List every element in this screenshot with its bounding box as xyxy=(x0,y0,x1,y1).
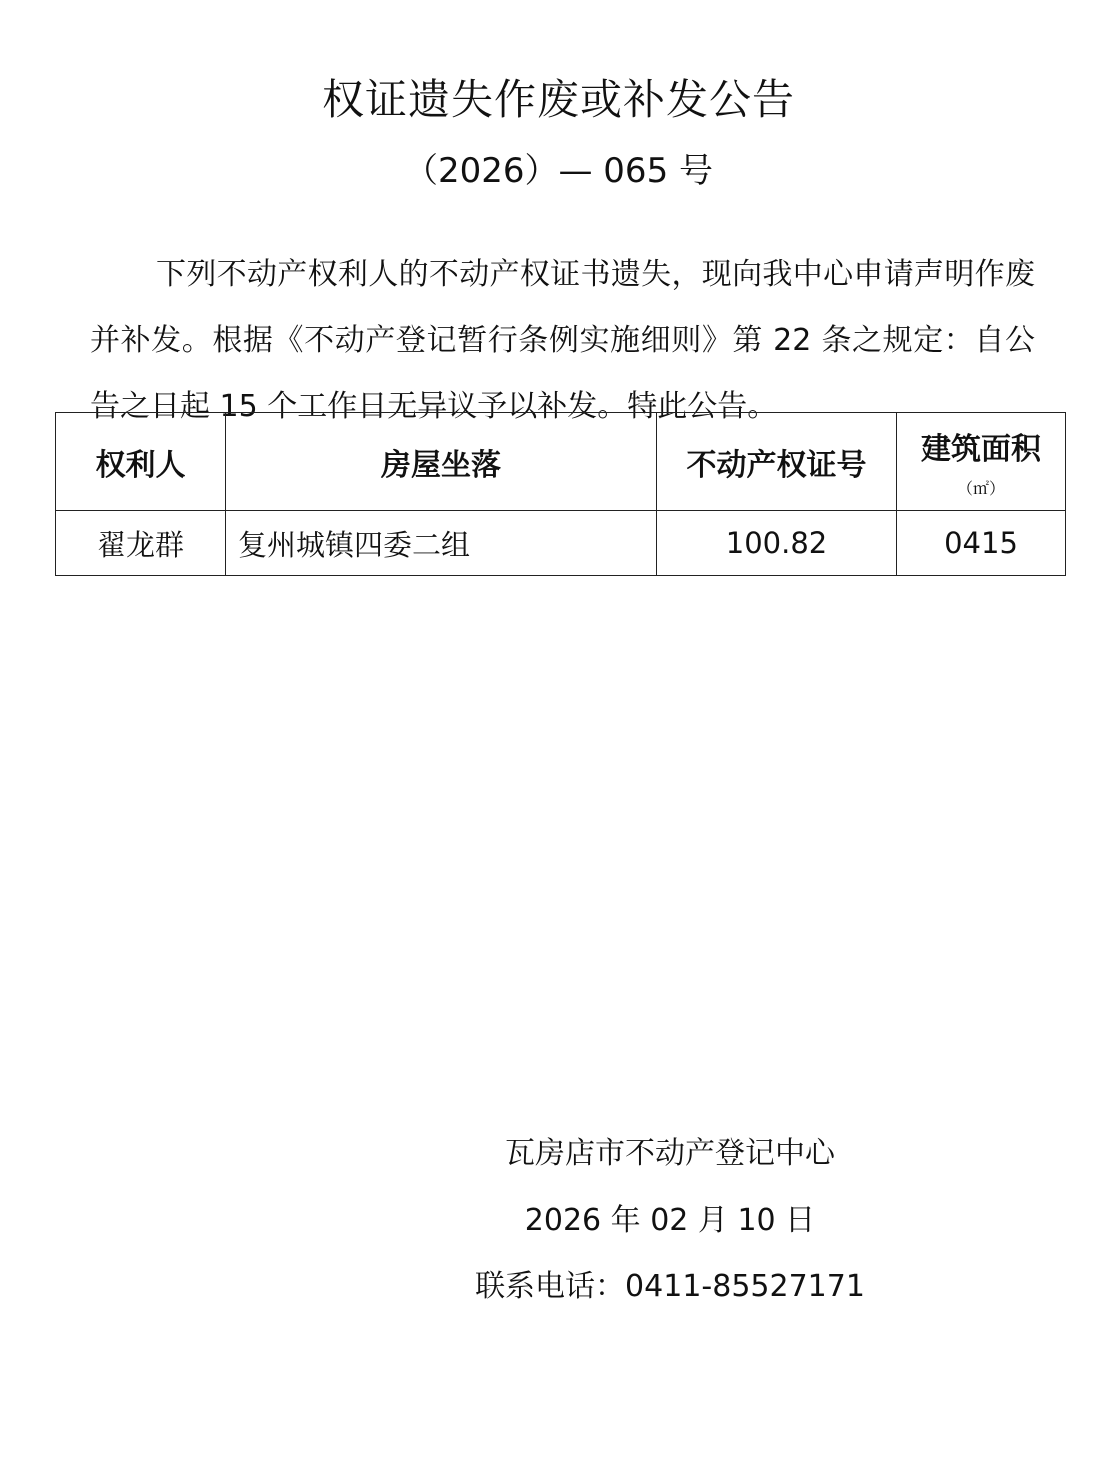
notice-body: 下列不动产权利人的不动产权证书遗失，现向我中心申请声明作废并补发。根据《不动产登记暂行条例实施细则》第 22 条之规定：自公告之日起 15 个工作日无异议予以补发。特此公告。 xyxy=(90,257,1035,424)
notice-number: （2026）— 065 号 xyxy=(403,151,714,191)
notice-title: 权证遗失作废或补发公告 xyxy=(321,75,795,124)
cell-area: 0415 xyxy=(897,511,1066,576)
table-header-row xyxy=(56,413,1066,511)
footer-date: 2026 年 02 月 10 日 xyxy=(524,1203,816,1238)
header-cert-no: 不动产权证号 xyxy=(657,413,897,511)
header-area xyxy=(897,413,1066,511)
cell-cert-no: 100.82 xyxy=(657,511,897,576)
header-area-unit: （㎡） xyxy=(956,479,1005,498)
header-location: 房屋坐落 xyxy=(226,413,657,511)
footer-phone: 联系电话：0411-85527171 xyxy=(475,1269,865,1304)
footer-organization: 瓦房店市不动产登记中心 xyxy=(505,1136,835,1171)
cell-location: 复州城镇四委二组 xyxy=(226,511,657,576)
header-area-label: 建筑面积 xyxy=(921,432,1041,467)
records-table xyxy=(55,412,1066,576)
header-holder: 权利人 xyxy=(56,413,226,511)
table-row xyxy=(56,511,1066,576)
cell-holder: 翟龙群 xyxy=(56,511,226,576)
